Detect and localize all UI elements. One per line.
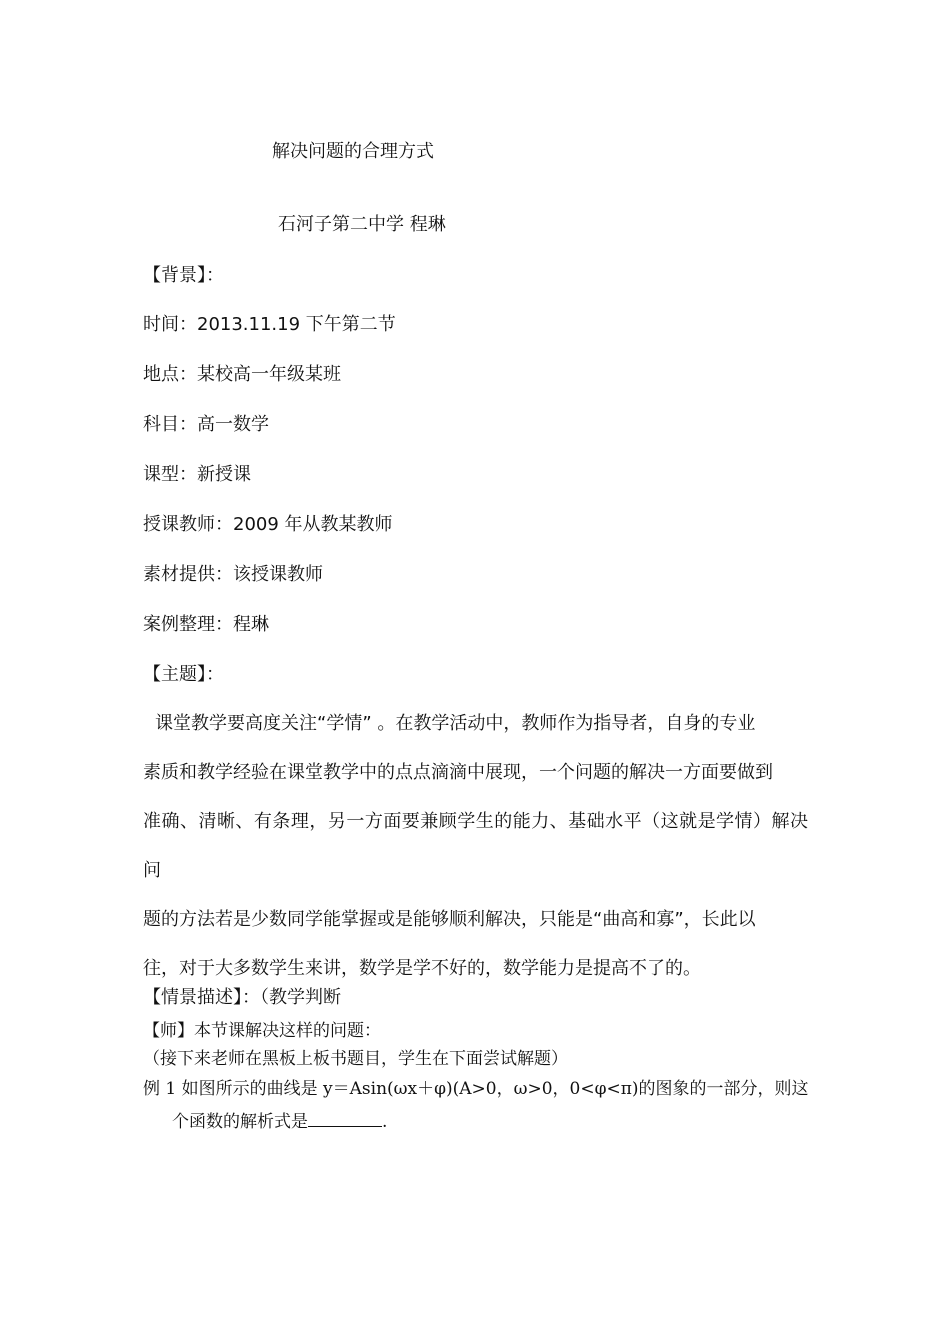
background-item-location: 地点：某校高一年级某班 <box>143 364 341 385</box>
theme-line: 往，对于大多数学生来讲，数学是学不好的，数学能力是提高不了的。 <box>143 958 701 979</box>
teacher-line: 【师】本节课解决这样的问题： <box>143 1021 381 1041</box>
background-item-material: 素材提供：该授课教师 <box>143 564 323 585</box>
background-item-lesson-type: 课型：新授课 <box>143 464 251 485</box>
theme-line: 准确、清晰、有条理，另一方面要兼顾学生的能力、基础水平（这就是学情）解决问 <box>143 811 808 881</box>
example-question-continuation <box>172 1110 387 1133</box>
note-line: （接下来老师在黑板上板书题目，学生在下面尝试解题） <box>143 1049 568 1069</box>
theme-paragraph <box>143 699 808 993</box>
theme-line: 素质和教学经验在课堂教学中的点点滴滴中展现，一个问题的解决一方面要做到 <box>143 762 773 783</box>
answer-blank <box>308 1110 382 1127</box>
background-item-teacher: 授课教师：2009 年从教某教师 <box>143 514 393 535</box>
document-title: 解决问题的合理方式 <box>272 141 434 162</box>
background-item-time: 时间：2013.11.19 下午第二节 <box>143 314 396 335</box>
background-heading: 【背景】： <box>143 265 224 286</box>
theme-heading: 【主题】： <box>143 664 224 685</box>
theme-line: 课堂教学要高度关注“学情” 。在教学活动中，教师作为指导者，自身的专业 <box>155 713 756 734</box>
scenario-heading: 【情景描述】：（教学判断 <box>143 987 341 1008</box>
example-question-line: 例 1 如图所示的曲线是 y＝Asin(ωx＋φ)(A>0，ω>0，0<φ<π)的图象的一部分，则这 <box>143 1079 809 1099</box>
example-prefix: 个函数的解析式是 <box>172 1112 308 1132</box>
example-suffix: . <box>382 1112 388 1132</box>
background-item-subject: 科目：高一数学 <box>143 414 269 435</box>
author-line: 石河子第二中学 程琳 <box>278 214 446 235</box>
background-item-compiler: 案例整理：程琳 <box>143 614 269 635</box>
theme-line: 题的方法若是少数同学能掌握或是能够顺利解决，只能是“曲高和寡”，长此以 <box>143 909 756 930</box>
